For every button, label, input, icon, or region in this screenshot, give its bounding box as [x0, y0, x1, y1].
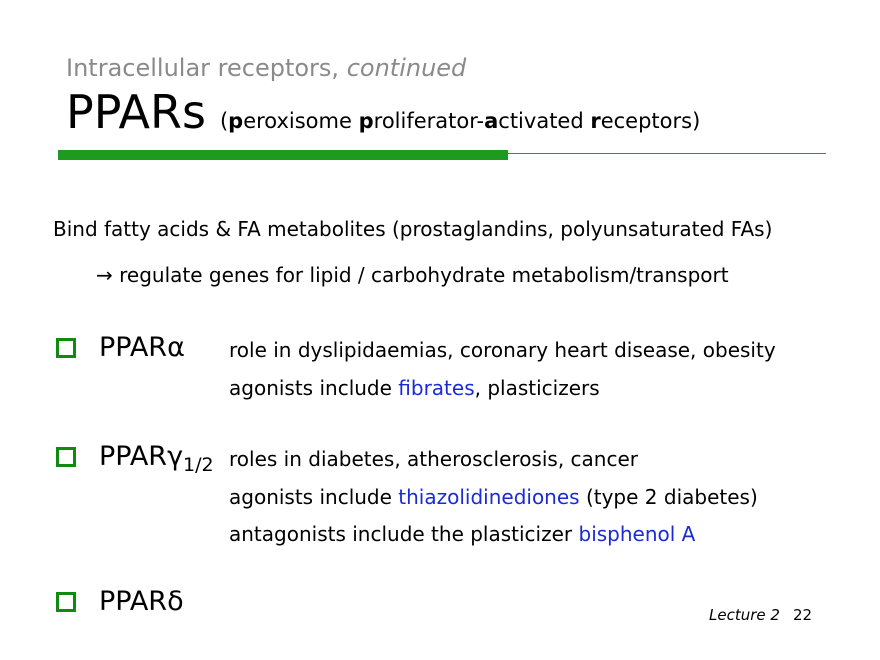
gamma-agonists-rest: (type 2 diabetes) — [579, 485, 758, 509]
gamma-roles: roles in diabetes, atherosclerosis, cancer — [229, 447, 638, 471]
alpha-agonists-text: agonists include — [229, 376, 399, 400]
gamma-agonists — [229, 485, 758, 509]
bold-p2: p — [358, 109, 374, 133]
intro-line-2: → regulate genes for lipid / carbohydrate metabolism/transport — [96, 263, 729, 287]
subtitle-italic: continued — [346, 54, 467, 82]
roliferator: roliferator- — [373, 109, 485, 133]
alpha-agonists — [229, 376, 600, 400]
intro-line-1: Bind fatty acids & FA metabolites (prostaglandins, polyunsaturated FAs) — [53, 217, 773, 241]
bold-p: p — [228, 109, 244, 133]
subtitle-text: Intracellular receptors, — [66, 54, 347, 82]
bisphenol-highlight: bisphenol A — [578, 522, 696, 546]
alpha-agonists-rest: , plasticizers — [474, 376, 600, 400]
title-rule-thin — [508, 153, 826, 154]
title-expansion — [220, 109, 700, 133]
thiazolidinediones-highlight: thiazolidinediones — [398, 485, 580, 509]
ppar-gamma-term — [99, 441, 214, 476]
square-bullet-icon — [56, 592, 76, 612]
gamma-antagonists — [229, 522, 695, 546]
square-bullet-icon — [56, 338, 76, 358]
alpha-role: role in dyslipidaemias, coronary heart disease, obesity — [229, 338, 776, 362]
footer-lecture: Lecture 2 — [709, 606, 780, 624]
paren-open: ( — [219, 109, 229, 133]
slide-subtitle — [66, 54, 466, 82]
ppar-delta-term: PPARδ — [99, 586, 184, 617]
fibrates-highlight: fibrates — [398, 376, 475, 400]
gamma-term-text: PPARγ — [99, 441, 184, 472]
gamma-agonists-text: agonists include — [229, 485, 399, 509]
square-bullet-icon — [56, 447, 76, 467]
bold-r: r — [590, 109, 601, 133]
gamma-antagonists-text: antagonists include the plasticizer — [229, 522, 579, 546]
eceptors: eceptors) — [600, 109, 701, 133]
bold-a: a — [484, 109, 499, 133]
gamma-subscript: 1/2 — [183, 454, 214, 476]
ctivated: ctivated — [498, 109, 591, 133]
title-rule-thick — [58, 150, 508, 160]
ppar-alpha-term: PPARα — [99, 332, 185, 363]
slide-title — [66, 84, 700, 149]
eroxisome: eroxisome — [243, 109, 359, 133]
footer-page-number: 22 — [793, 606, 813, 624]
title-main: PPARs — [66, 85, 206, 139]
